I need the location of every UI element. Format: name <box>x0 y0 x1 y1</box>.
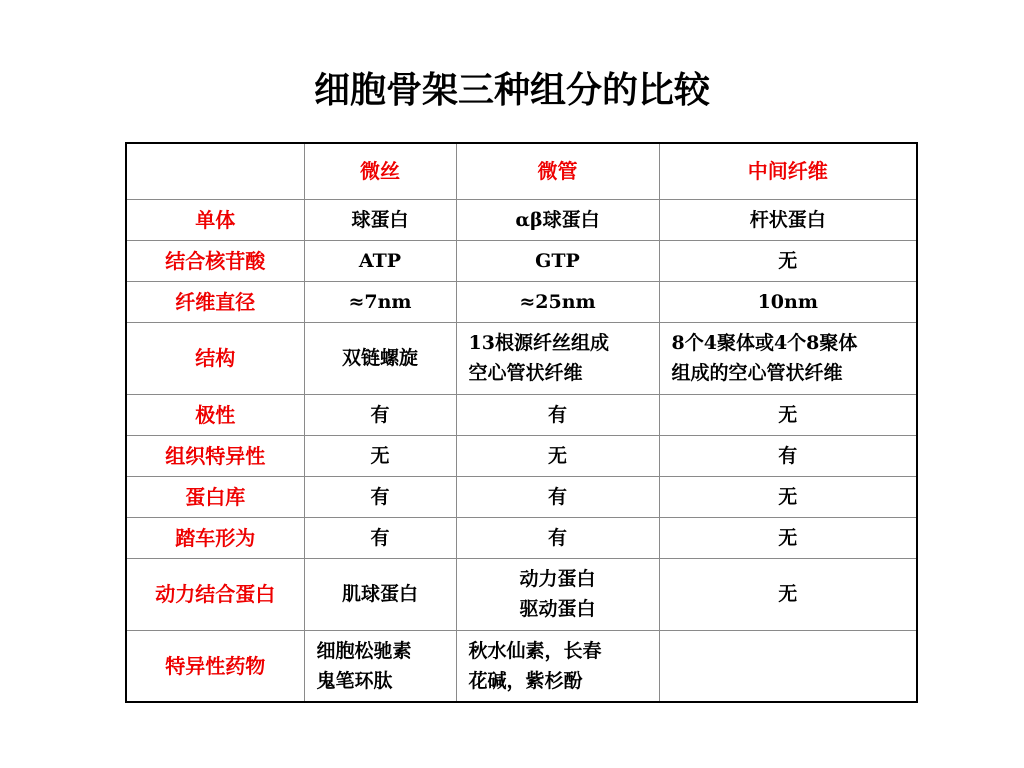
table-cell: ≈7nm <box>304 281 456 322</box>
table-cell: 有 <box>304 517 456 558</box>
table-cell: 细胞松驰素 鬼笔环肽 <box>304 630 456 702</box>
table-cell: 13根源纤丝组成 空心管状纤维 <box>456 322 659 394</box>
table-row <box>126 630 917 702</box>
table-cell: 10nm <box>659 281 917 322</box>
row-label: 结合核苷酸 <box>126 240 304 281</box>
table-cell: 8个4聚体或4个8聚体 组成的空心管状纤维 <box>659 322 917 394</box>
row-label: 蛋白库 <box>126 476 304 517</box>
row-label: 纤维直径 <box>126 281 304 322</box>
header-microfilament: 微丝 <box>304 143 456 199</box>
table-cell: 无 <box>659 517 917 558</box>
table-cell: ≈25nm <box>456 281 659 322</box>
table-cell: 杆状蛋白 <box>659 199 917 240</box>
row-label: 结构 <box>126 322 304 394</box>
header-intermediate-filament: 中间纤维 <box>659 143 917 199</box>
table-row <box>126 199 917 240</box>
table-row <box>126 322 917 394</box>
table-cell: 动力蛋白 驱动蛋白 <box>456 558 659 630</box>
table-row <box>126 281 917 322</box>
table-row <box>126 558 917 630</box>
row-label: 踏车形为 <box>126 517 304 558</box>
header-microtubule: 微管 <box>456 143 659 199</box>
table-cell: 无 <box>659 476 917 517</box>
row-label: 动力结合蛋白 <box>126 558 304 630</box>
row-label: 特异性药物 <box>126 630 304 702</box>
table-cell: ATP <box>304 240 456 281</box>
table-cell: 无 <box>659 394 917 435</box>
header-corner <box>126 143 304 199</box>
table-cell: 有 <box>456 394 659 435</box>
table-cell: 无 <box>304 435 456 476</box>
table-cell: 球蛋白 <box>304 199 456 240</box>
table-cell: 无 <box>456 435 659 476</box>
table-row <box>126 435 917 476</box>
row-label: 组织特异性 <box>126 435 304 476</box>
table-cell: 有 <box>659 435 917 476</box>
table-row <box>126 394 917 435</box>
row-label: 单体 <box>126 199 304 240</box>
table-cell: αβ球蛋白 <box>456 199 659 240</box>
table-cell: 肌球蛋白 <box>304 558 456 630</box>
table-row <box>126 517 917 558</box>
table-cell: 有 <box>456 517 659 558</box>
table-cell: 有 <box>456 476 659 517</box>
comparison-table <box>125 142 918 703</box>
table-cell: 秋水仙素，长春 花碱，紫杉酚 <box>456 630 659 702</box>
table-row <box>126 476 917 517</box>
page-title: 细胞骨架三种组分的比较 <box>313 70 710 111</box>
table-header-row <box>126 143 917 199</box>
table-cell: GTP <box>456 240 659 281</box>
table-cell: 双链螺旋 <box>304 322 456 394</box>
table-cell: 有 <box>304 394 456 435</box>
table-cell: 无 <box>659 558 917 630</box>
table-cell: 无 <box>659 240 917 281</box>
row-label: 极性 <box>126 394 304 435</box>
table-row <box>126 240 917 281</box>
table-cell: 有 <box>304 476 456 517</box>
table-cell <box>659 630 917 702</box>
